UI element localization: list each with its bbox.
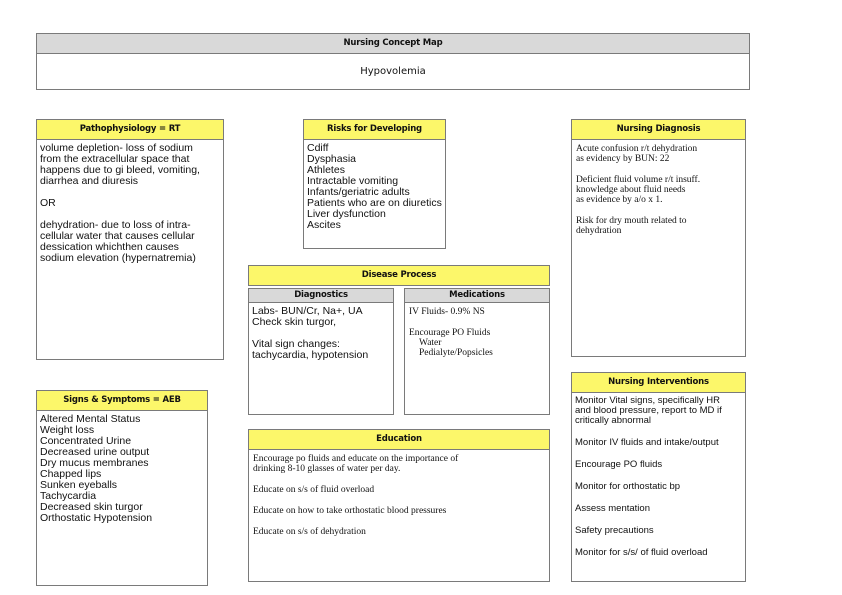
- text-line: cellular water that causes cellular: [40, 230, 195, 242]
- list-item: Ascites: [307, 219, 341, 231]
- text-line: diarrhea and diuresis: [40, 175, 139, 187]
- text-line: Educate on s/s of fluid overload: [253, 485, 375, 495]
- list-item: Intractable vomiting: [307, 175, 399, 187]
- list-item: Concentrated Urine: [40, 435, 132, 447]
- education-paragraph: [253, 485, 545, 495]
- nursing-diagnosis-box: [571, 119, 746, 357]
- text-line: knowledge about fluid needs: [576, 185, 686, 195]
- text-line: Acute confusion r/t dehydration: [576, 144, 698, 154]
- text-line: dehydration: [576, 226, 622, 236]
- diagnosis-paragraph: [576, 144, 741, 164]
- text-line: as evidency by BUN: 22: [576, 154, 670, 164]
- concept-map-title-box: [36, 33, 750, 90]
- text-line: Monitor for s/s/ of fluid overload: [575, 547, 708, 558]
- education-paragraph: [253, 454, 545, 474]
- text-line: Water: [419, 338, 442, 348]
- signs-symptoms-header: Signs & Symptoms = AEB: [37, 391, 207, 411]
- text-line: volume depletion- loss of sodium: [40, 142, 193, 154]
- list-item: Cdiff: [307, 142, 329, 154]
- text-line: Vital sign changes:: [252, 338, 340, 350]
- text-line: sodium elevation (hypernatremia): [40, 252, 196, 264]
- signs-symptoms-list: [37, 411, 207, 527]
- text-line: Assess mentation: [575, 503, 650, 514]
- text-line: and blood pressure, report to MD if: [575, 405, 722, 416]
- text-line: Labs- BUN/Cr, Na+, UA: [252, 305, 363, 317]
- medications-column: [404, 288, 550, 415]
- diagnosis-paragraph: [576, 216, 741, 236]
- list-item: Weight loss: [40, 424, 95, 436]
- text-line: as evidence by a/o x 1.: [576, 195, 663, 205]
- pathophysiology-body: [37, 140, 223, 278]
- text-line: happens due to gi bleed, vomiting,: [40, 164, 200, 176]
- list-item: Tachycardia: [40, 490, 97, 502]
- text-line: drinking 8-10 glasses of water per day.: [253, 464, 401, 474]
- text-line: IV Fluids- 0.9% NS: [409, 307, 485, 317]
- diagnostics-paragraph: [252, 306, 390, 328]
- intervention-paragraph: [575, 526, 742, 536]
- signs-symptoms-box: [36, 390, 208, 586]
- text-line: Risk for dry mouth related to: [576, 216, 687, 226]
- list-item: Chapped lips: [40, 468, 102, 480]
- text-line: Check skin turgor,: [252, 316, 337, 328]
- list-item: Infants/geriatric adults: [307, 186, 410, 198]
- text-line: OR: [40, 197, 56, 209]
- pathophysiology-paragraph: [40, 220, 220, 264]
- pathophysiology-box: [36, 119, 224, 360]
- text-line: Safety precautions: [575, 525, 654, 536]
- text-line: Encourage po fluids and educate on the importance of: [253, 454, 459, 464]
- education-header: Education: [249, 430, 549, 450]
- pathophysiology-header: Pathophysiology = RT: [37, 120, 223, 140]
- list-item: Altered Mental Status: [40, 413, 141, 425]
- medications-paragraph: [409, 307, 545, 317]
- nursing-interventions-body: [572, 393, 745, 573]
- text-line: Encourage PO Fluids: [409, 328, 491, 338]
- text-line: from the extracellular space that: [40, 153, 190, 165]
- medications-header: Medications: [405, 289, 549, 303]
- intervention-paragraph: [575, 482, 742, 492]
- pathophysiology-paragraph: [40, 143, 220, 187]
- disease-process-box: [248, 265, 550, 415]
- diagnostics-column: [248, 288, 394, 415]
- education-paragraph: [253, 506, 545, 516]
- text-line: Encourage PO fluids: [575, 459, 663, 470]
- risks-box: [303, 119, 446, 249]
- text-line: dehydration- due to loss of intra-: [40, 219, 191, 231]
- list-item: Patients who are on diuretics: [307, 197, 442, 209]
- text-line: Educate on s/s of dehydration: [253, 527, 366, 537]
- diagnostics-paragraph: [252, 339, 390, 361]
- diagnostics-body: [249, 303, 393, 375]
- subject-title: Hypovolemia: [360, 66, 426, 77]
- text-line: Monitor IV fluids and intake/output: [575, 437, 719, 448]
- nursing-interventions-header: Nursing Interventions: [572, 373, 745, 393]
- list-item: Athletes: [307, 164, 345, 176]
- text-line: Deficient fluid volume r/t insuff.: [576, 175, 701, 185]
- nursing-diagnosis-header: Nursing Diagnosis: [572, 120, 745, 140]
- intervention-paragraph: [575, 396, 742, 426]
- text-line: Educate on how to take orthostatic blood pressures: [253, 506, 447, 516]
- diagnosis-paragraph: [576, 175, 741, 205]
- pathophysiology-paragraph: [40, 198, 220, 209]
- text-line: critically abnormal: [575, 415, 652, 426]
- nursing-diagnosis-body: [572, 140, 745, 251]
- medications-body: [405, 303, 549, 373]
- medications-paragraph: [409, 328, 545, 358]
- text-line: Monitor for orthostatic bp: [575, 481, 681, 492]
- risks-header: Risks for Developing: [304, 120, 445, 140]
- nursing-interventions-box: [571, 372, 746, 582]
- intervention-paragraph: [575, 438, 742, 448]
- text-line: dessication whichthen causes: [40, 241, 179, 253]
- list-item: Decreased urine output: [40, 446, 150, 458]
- diagnostics-header: Diagnostics: [249, 289, 393, 303]
- page-title: Nursing Concept Map: [37, 34, 749, 54]
- list-item: Liver dysfunction: [307, 208, 386, 220]
- list-item: Dry mucus membranes: [40, 457, 149, 469]
- list-item: Dysphasia: [307, 153, 357, 165]
- education-body: [249, 450, 549, 552]
- education-paragraph: [253, 527, 545, 537]
- text-line: Pedialyte/Popsicles: [419, 348, 493, 358]
- disease-process-header: Disease Process: [248, 265, 550, 286]
- list-item: Decreased skin turgor: [40, 501, 143, 513]
- education-box: [248, 429, 550, 582]
- text-line: tachycardia, hypotension: [252, 349, 369, 361]
- intervention-paragraph: [575, 460, 742, 470]
- intervention-paragraph: [575, 504, 742, 514]
- text-line: Monitor Vital signs, specifically HR: [575, 395, 721, 406]
- list-item: Sunken eyeballs: [40, 479, 118, 491]
- risks-list: [304, 140, 445, 234]
- list-item: Orthostatic Hypotension: [40, 512, 153, 524]
- intervention-paragraph: [575, 548, 742, 558]
